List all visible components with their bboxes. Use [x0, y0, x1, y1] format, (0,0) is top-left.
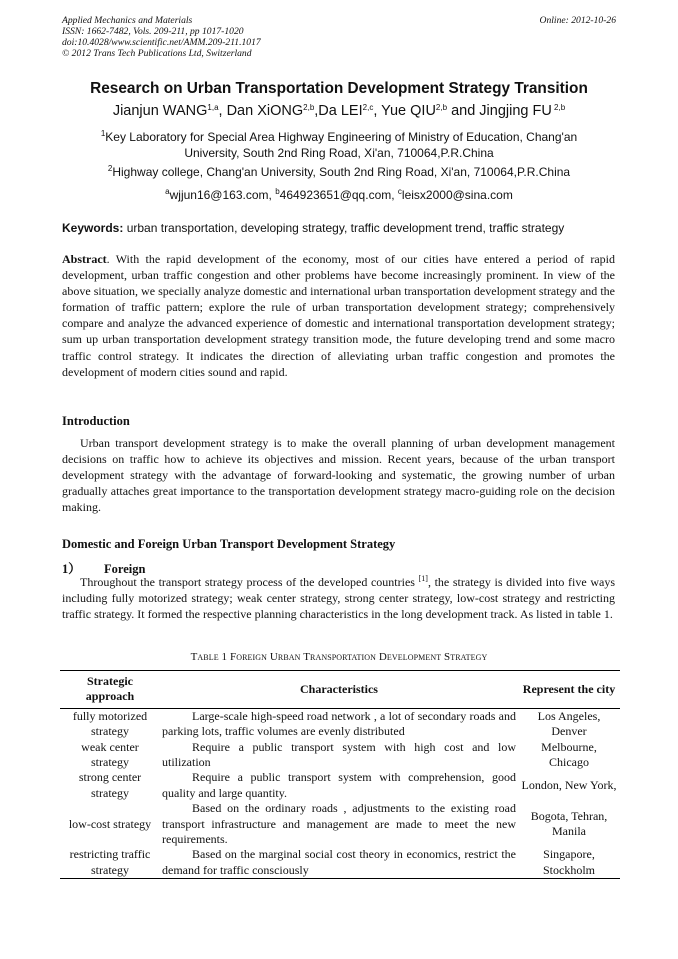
header-characteristics: Characteristics [300, 681, 378, 696]
subsection-title: Foreign [104, 562, 146, 576]
table-row [60, 740, 620, 771]
author: Yue QIU$^{2,b}$ and [381, 103, 480, 119]
table-caption: Table 1 Foreign Urban Transportation Development Strategy [190, 651, 488, 663]
cell-city: Los Angeles, Denver [537, 708, 601, 739]
author: Jianjun WANG$^{1,a}$, [112, 103, 227, 119]
cell-characteristics: Require a public transport system with high cost and low utilization [162, 739, 516, 770]
cell-city: Singapore, Stockholm [542, 847, 595, 877]
email: $^b$464923651@qq.com, [275, 187, 398, 202]
cell-city: Bogota, Tehran, Manila [530, 808, 608, 839]
keywords-label: Keywords: [62, 221, 124, 235]
section-paragraph: Throughout the transport strategy process of the developed countries [1], the strategy is divided into five ways including fully motorized strategy; weak center strategy, strong center strategy, low-cost strategy and restricting traffic strategy. It formed the respective planning characteristics in the long development track. As listed in table 1. [62, 574, 615, 622]
keywords-text: urban transportation, developing strategy, traffic development trend, traffic strategy [126, 221, 565, 235]
author: Dan XiONG$^{2,b}$, [226, 103, 319, 119]
table-row [60, 770, 620, 801]
header-city: Represent the city [522, 681, 616, 696]
header-approach: Strategic approach [85, 674, 135, 704]
affiliation-1: $^1$Key Laboratory for Special Area Highway Engineering of Ministry of Education, Chang'an University, South 2nd Ring Road, Xi'an, 710064,P.R.China [100, 129, 578, 160]
email-list [60, 188, 618, 202]
table-row [60, 847, 620, 878]
cell-approach: restricting traffic strategy [69, 847, 151, 877]
email: $^a$wjjun16@163.com, [165, 187, 276, 202]
abstract [62, 251, 615, 380]
cell-characteristics: Based on the ordinary roads , adjustments to the existing road transport infrastructure and management are made to meet the new requirements. [162, 801, 516, 847]
author: Jingjing FU $^{2,b}$ [479, 103, 566, 119]
copyright-line: © 2012 Trans Tech Publications Ltd, Switzerland [62, 48, 252, 59]
keywords [62, 221, 618, 235]
author: Da LEI$^{2,c}$, [318, 103, 382, 119]
table-row [60, 801, 620, 847]
abstract-label: Abstract [62, 252, 107, 266]
doi-line: doi:10.4028/www.scientific.net/AMM.209-211.1017 [62, 37, 261, 48]
journal-header [62, 15, 616, 59]
author-list [40, 103, 638, 119]
affiliation-2: $^2$Highway college, Chang'an University, South 2nd Ring Road, Xi'an, 710064,P.R.China [107, 164, 571, 179]
table-header-row [60, 671, 620, 709]
cell-characteristics: Require a public transport system with comprehension, good quality and large quantity. [162, 770, 516, 800]
introduction-heading: Introduction [62, 414, 130, 428]
table-row [60, 708, 620, 739]
cell-approach: fully motorized strategy [72, 708, 148, 739]
citation[interactable]: [1] [418, 574, 428, 583]
strategy-table [60, 670, 620, 879]
cell-approach: weak center strategy [81, 739, 139, 770]
introduction-text: Urban transport development strategy is to make the overall planning of urban development management decisions on traffic how to achieve its objectives and mission. Recent years, because of the urban transport development strategy with the advantage of forward-looking and systematic, the growing number of urban gradually attaches great importance to the transportation development strategy macro-guiding role on the decision making. [62, 436, 615, 515]
online-date: Online: 2012-10-26 [539, 15, 616, 26]
email: $^c$leisx2000@sina.com [397, 187, 513, 202]
section-heading: Domestic and Foreign Urban Transport Development Strategy [62, 537, 396, 551]
cell-approach: strong center strategy [78, 770, 142, 800]
cell-city: London, New York, [521, 778, 617, 793]
cell-approach: low-cost strategy [68, 816, 152, 831]
cell-characteristics: Large-scale high-speed road network , a lot of secondary roads and parking lots, traffic volumes are evenly distributed [162, 708, 516, 739]
subsection-number: 1） [62, 562, 81, 576]
issn-line: ISSN: 1662-7482, Vols. 209-211, pp 1017-1020 [62, 26, 244, 37]
cell-characteristics: Based on the marginal social cost theory in economics, restrict the demand for traffic consciously [162, 847, 516, 877]
abstract-text: . With the rapid development of the economy, most of our cities have entered a period of rapid development, urban traffic congestion and other problems have become increasingly prominent. In view of the above situation, we specially analyze domestic and international urban transportation development strategy and the formation of traffic pattern; explore the rule of urban transportation development strategy; comprehensively compare and analyze the advanced experience of domestic and international transportation development strategy; sum up urban transportation development strategy transition mode, the future developing trend and some macro traffic control strategy. It indicates the direction of alleviating urban traffic congestion and promotes the development of modern cities sound and rapid. [62, 252, 615, 379]
cell-city: Melbourne, Chicago [541, 739, 597, 770]
paper-title: Research on Urban Transportation Development Strategy Transition [90, 80, 588, 97]
journal-name: Applied Mechanics and Materials [62, 15, 193, 26]
